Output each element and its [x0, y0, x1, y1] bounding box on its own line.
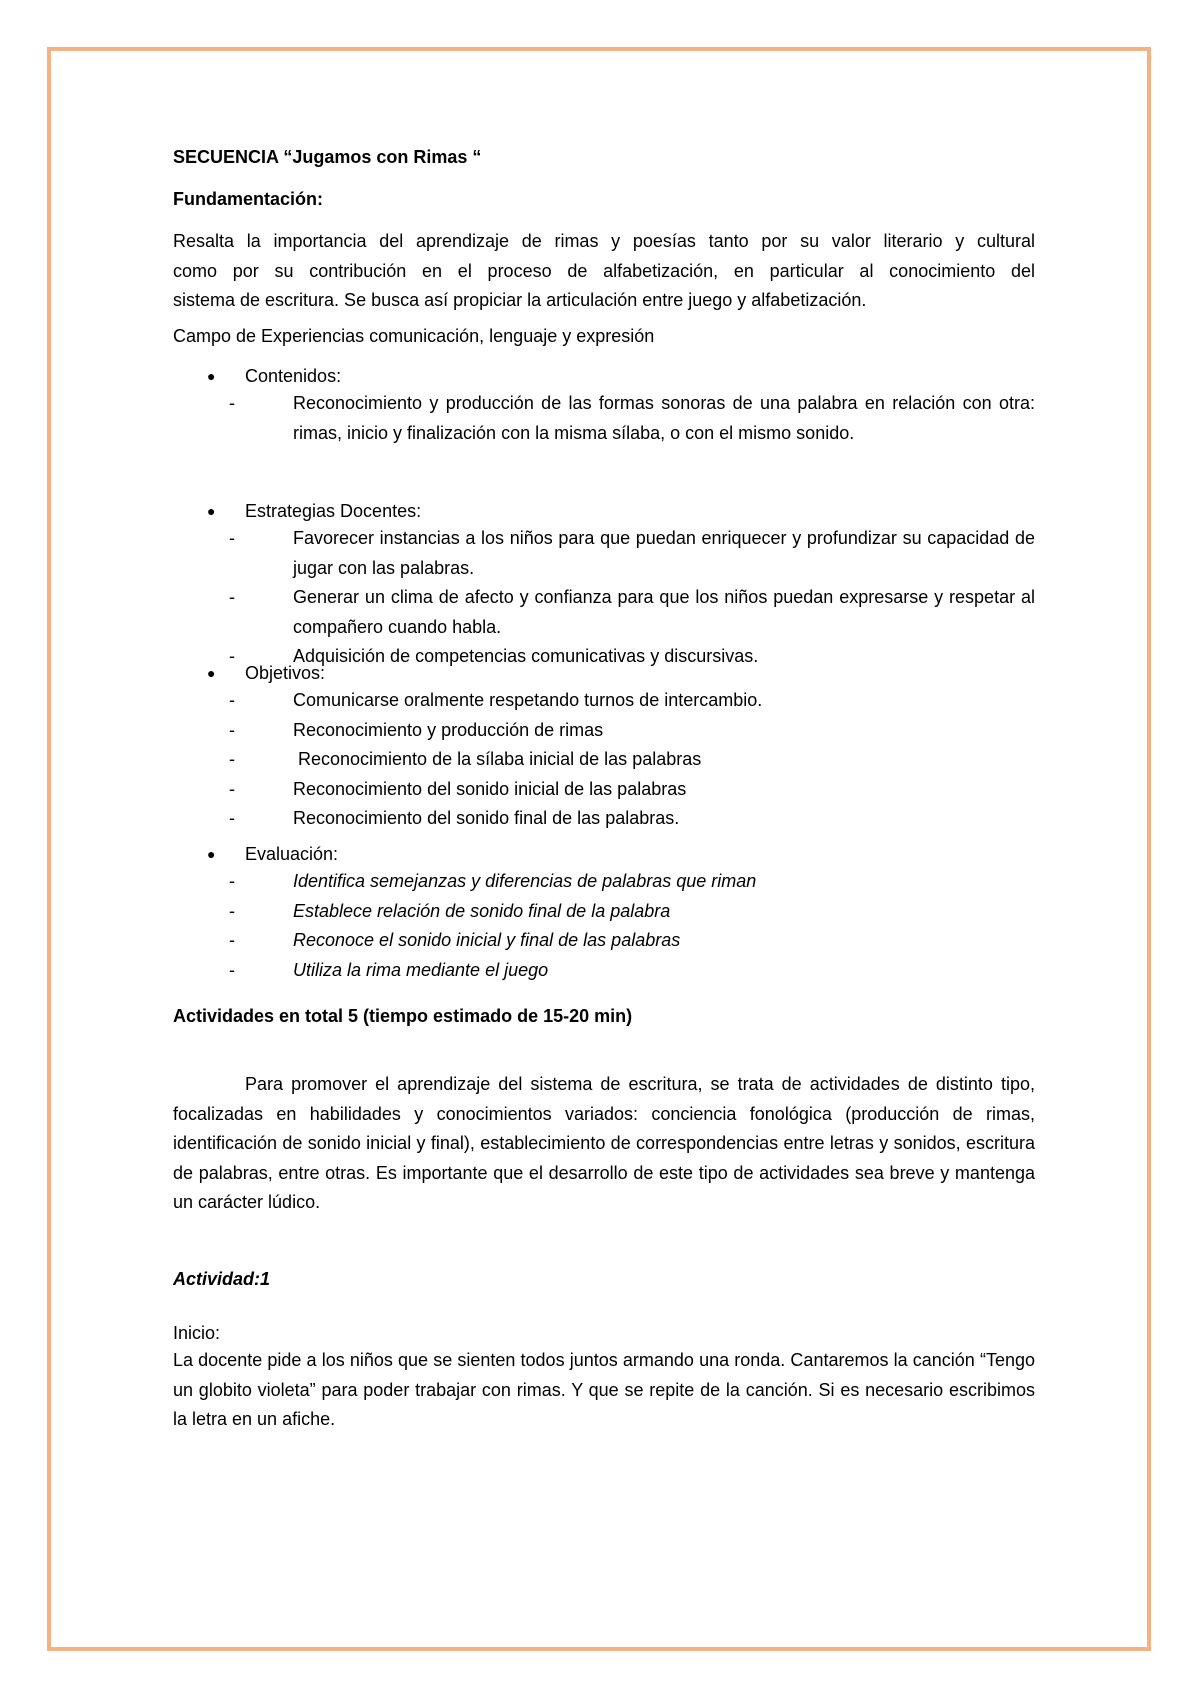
contenidos-list: [221, 389, 1035, 448]
inicio-paragraph: La docente pide a los niños que se sienten todos juntos armando una ronda. Cantaremos la canción “Tengo un globito violeta” para poder trabajar con rimas. Y que se repite de la canción. Si es necesario escribimos la letra en un afiche.: [173, 1350, 1035, 1429]
list-item: - Favorecer instancias a los niños para que puedan enriquecer y profundizar su capacidad de jugar con las palabras.: [221, 524, 1035, 583]
list-item: - Reconocimiento del sonido final de las palabras.: [221, 804, 1035, 834]
dash-icon: -: [229, 900, 235, 921]
list-item: - Establece relación de sonido final de la palabra: [221, 897, 1035, 927]
bullet-label: Contenidos:: [245, 366, 342, 386]
bullet-label: Evaluación:: [245, 844, 339, 864]
bullet-estrategias: [207, 497, 1035, 527]
list-item: - Generar un clima de afecto y confianza para que los niños puedan expresarse y respetar al compañero cuando habla.: [221, 583, 1035, 642]
bullet-icon: ●: [207, 665, 216, 681]
list-item: - Reconocimiento del sonido inicial de las palabras: [221, 775, 1035, 805]
bullet-contenidos: [207, 362, 1035, 392]
dash-icon: -: [229, 587, 235, 607]
paragraph-line: Resalta la importancia del aprendizaje de rimas y poesías tanto por su valor literario y cultural: [173, 231, 1035, 251]
bullet-label: Objetivos:: [245, 663, 326, 683]
list-item: - Identifica semejanzas y diferencias de palabras que riman: [221, 867, 1035, 897]
list-item: - Reconocimiento de la sílaba inicial de las palabras: [221, 745, 1035, 775]
bullet-icon: ●: [207, 846, 216, 862]
inicio-label: Inicio:: [173, 1323, 221, 1343]
list-item: - Utiliza la rima mediante el juego: [221, 956, 1035, 986]
dash-icon: -: [229, 749, 235, 769]
document-title: SECUENCIA “Jugamos con Rimas “: [173, 147, 482, 167]
bullet-objetivos: [207, 659, 1035, 689]
list-item: - Reconoce el sonido inicial y final de las palabras: [221, 926, 1035, 956]
list-item: - Reconocimiento y producción de rimas: [221, 716, 1035, 746]
dash-icon: -: [229, 808, 235, 828]
paragraph-line: como por su contribución en el proceso de alfabetización, en particular al conocimiento del: [173, 260, 1035, 281]
dash-icon: -: [229, 959, 235, 980]
actividades-heading: Actividades en total 5 (tiempo estimado de 15-20 min): [173, 1006, 633, 1026]
dash-icon: -: [229, 930, 235, 950]
list-item: - Comunicarse oralmente respetando turnos de intercambio.: [221, 686, 1035, 716]
fundamentacion-heading: Fundamentación:: [173, 189, 324, 209]
bullet-label: Estrategias Docentes:: [245, 501, 422, 521]
bullet-icon: ●: [207, 503, 216, 519]
estrategias-list: [221, 524, 1035, 672]
actividades-paragraph: Para promover el aprendizaje del sistema de escritura, se trata de actividades de distinto tipo, focalizadas en habilidades y conocimientos variados: conciencia fonológica (producción de rimas, identificación de sonido inicial y final), establecimiento de correspondencias entre letras y sonidos, escritura de palabras, entre otras. Es importante que el desarrollo de este tipo de actividades sea breve y mantenga un carácter lúdico.: [173, 1074, 1035, 1212]
bullet-evaluacion: [207, 840, 1035, 870]
bullet-icon: ●: [207, 368, 216, 384]
paragraph-line: sistema de escritura. Se busca así propiciar la articulación entre juego y alfabetización.: [173, 290, 867, 310]
list-item: - Adquisición de competencias comunicativas y discursivas.: [221, 642, 1035, 672]
dash-icon: -: [229, 690, 235, 710]
dash-icon: -: [229, 528, 235, 548]
campo-experiencias: Campo de Experiencias comunicación, lenguaje y expresión: [173, 326, 655, 346]
objetivos-list: [221, 686, 1035, 834]
evaluacion-list: [221, 867, 1035, 985]
list-item: - Reconocimiento y producción de las formas sonoras de una palabra en relación con otra: rimas, inicio y finalización con la misma sílaba, o con el mismo sonido.: [221, 389, 1035, 448]
dash-icon: -: [229, 871, 235, 891]
dash-icon: -: [229, 719, 235, 740]
dash-icon: -: [229, 778, 235, 799]
dash-icon: -: [229, 393, 235, 413]
fundamentacion-paragraph: [173, 227, 1035, 316]
dash-icon: -: [229, 646, 235, 666]
actividad1-heading: Actividad:1: [173, 1269, 271, 1289]
